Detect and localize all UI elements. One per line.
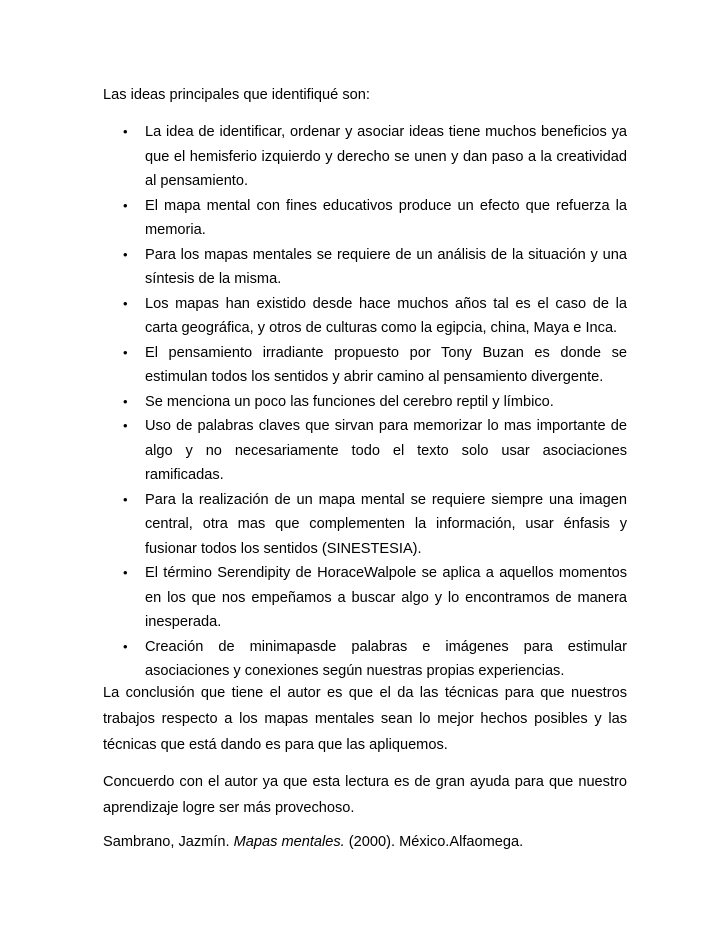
conclusion-paragraph: La conclusión que tiene el autor es que el da las técnicas para que nuestros trabajos respecto a los mapas mentales sean lo mejor hechos posibles y las técnicas que está dando es para que las apliquemos. <box>103 685 627 753</box>
list-item-text: El pensamiento irradiante propuesto por Tony Buzan es donde se estimulan todos los sentidos y abrir camino al pensamiento divergente. <box>145 344 627 385</box>
main-ideas-list <box>0 120 728 684</box>
bullet-icon: • <box>123 295 128 311</box>
reference-author: Sambrano, Jazmín. <box>103 834 234 850</box>
list-item <box>0 488 728 562</box>
list-item <box>0 635 728 684</box>
list-item-text: Uso de palabras claves que sirvan para memorizar lo mas importante de algo y no necesariamente todo el texto solo usar asociaciones ramificadas. <box>145 418 627 483</box>
list-item <box>0 243 728 292</box>
list-item <box>0 120 728 194</box>
agreement-paragraph: Concuerdo con el autor ya que esta lectura es de gran ayuda para que nuestro aprendizaje logre ser más provechoso. <box>103 774 627 816</box>
list-item-text: La idea de identificar, ordenar y asociar ideas tiene muchos beneficios ya que el hemisferio izquierdo y derecho se unen y dan paso a la creatividad al pensamiento. <box>145 124 627 189</box>
bibliographic-reference <box>103 829 627 855</box>
list-item-text: El término Serendipity de HoraceWalpole se aplica a aquellos momentos en los que nos empeñamos a buscar algo y lo encontramos de manera inesperada. <box>145 565 627 630</box>
list-item <box>0 390 728 415</box>
list-item-text: Se menciona un poco las funciones del cerebro reptil y límbico. <box>145 393 554 410</box>
reference-title: Mapas mentales. <box>233 834 345 850</box>
list-item <box>0 292 728 341</box>
reference-details: (2000). México.Alfaomega. <box>344 834 524 850</box>
list-item <box>0 341 728 390</box>
list-item-text: Los mapas han existido desde hace muchos años tal es el caso de la carta geográfica, y otros de culturas como la egipcia, china, Maya e Inca. <box>145 295 627 336</box>
list-item <box>0 194 728 243</box>
bullet-icon: • <box>123 418 128 433</box>
bullet-icon: • <box>123 344 128 360</box>
list-item <box>0 414 728 488</box>
bullet-icon: • <box>123 124 128 139</box>
list-item-text: El mapa mental con fines educativos produce un efecto que refuerza la memoria. <box>145 197 627 238</box>
bullet-icon: • <box>123 197 128 213</box>
list-item-text: Para la realización de un mapa mental se requiere siempre una imagen central, otra mas que complementen la información, usar énfasis y fusionar todos los sentidos (SINESTESIA). <box>145 491 627 557</box>
list-item <box>0 561 728 635</box>
list-item-text: Para los mapas mentales se requiere de un análisis de la situación y una síntesis de la misma. <box>145 246 627 287</box>
intro-text: Las ideas principales que identifiqué son: <box>103 87 370 103</box>
bullet-icon: • <box>123 491 128 507</box>
list-item-text: Creación de minimapasde palabras e imágenes para estimular asociaciones y conexiones según nuestras propias experiencias. <box>145 638 627 679</box>
bullet-icon: • <box>123 565 128 580</box>
bullet-icon: • <box>123 393 128 409</box>
bullet-icon: • <box>123 246 128 262</box>
bullet-icon: • <box>123 638 128 654</box>
